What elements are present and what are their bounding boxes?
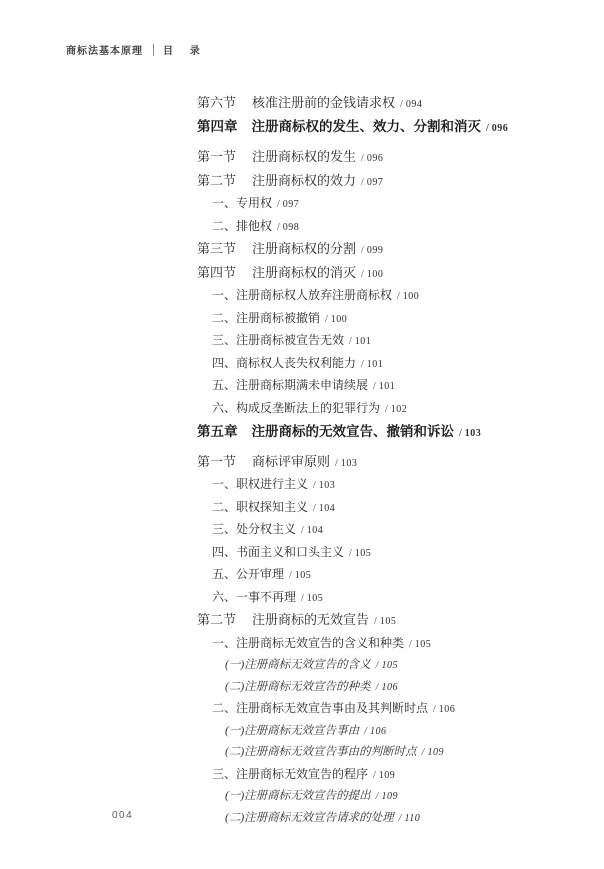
entry-page-number: 097 (282, 199, 300, 210)
toc-entry-section (197, 95, 577, 112)
toc-entry-item (212, 401, 577, 417)
entry-page-separator: / (325, 313, 328, 325)
toc-entry-item (212, 567, 577, 583)
header-section-title: 目 录 (163, 46, 207, 57)
toc-entry-section (197, 265, 577, 282)
entry-page-number: 104 (306, 525, 324, 536)
entry-page-number: 096 (491, 123, 509, 134)
entry-page-number: 105 (294, 570, 312, 581)
toc-entry-section (197, 612, 577, 629)
toc-entry-subitem (225, 680, 577, 695)
entry-page-separator: / (301, 525, 304, 536)
entry-page-separator: / (313, 480, 316, 491)
entry-page-separator: / (375, 681, 379, 693)
entry-page-number: 105 (381, 660, 398, 671)
toc-entry-section (197, 241, 577, 258)
toc-entry-item (212, 701, 577, 717)
entry-page-separator: / (277, 199, 280, 210)
entry-page-separator: / (301, 592, 304, 604)
entry-page-separator: / (313, 502, 316, 514)
toc-entry-item (212, 378, 577, 394)
entry-page-number: 103 (464, 427, 482, 439)
entry-title: 六、构成反垄断法上的犯罪行为 (212, 400, 381, 415)
entry-page-number: 100 (366, 268, 384, 280)
entry-title: (二)注册商标无效宣告的种类 (225, 680, 371, 693)
entry-page-separator: / (459, 427, 462, 439)
entry-page-number: 105 (414, 638, 432, 650)
entry-title: 一、专用权 (212, 196, 273, 210)
entry-page-separator: / (361, 268, 364, 280)
toc-entry-item (212, 333, 577, 349)
entry-title: 三、处分权主义 (212, 522, 297, 536)
entry-title: 注册商标权的发生、效力、分割和消灭 (251, 119, 481, 134)
running-header (66, 42, 207, 57)
entry-page-number: 101 (378, 381, 396, 392)
toc-entry-item (212, 545, 577, 561)
toc-entry-item (212, 500, 577, 516)
entry-page-number: 103 (340, 457, 358, 469)
entry-label: 第五章 (197, 423, 238, 439)
toc-entry-chapter (197, 424, 577, 441)
entry-title: 注册商标权的发生 (252, 149, 357, 164)
entry-label: 第一节 (197, 149, 237, 164)
entry-page-separator: / (364, 725, 367, 737)
entry-title: 三、注册商标被宣告无效 (212, 333, 345, 347)
entry-page-number: 101 (366, 358, 384, 370)
entry-page-separator: / (400, 99, 403, 110)
entry-title: 五、注册商标期满未申请续展 (212, 378, 369, 392)
toc-entry-item (212, 288, 577, 304)
entry-page-number: 101 (354, 336, 372, 347)
entry-label: 第六节 (197, 95, 237, 110)
entry-page-separator: / (361, 176, 364, 188)
entry-title: 四、商标权人丧失权利能力 (212, 355, 357, 370)
entry-title: 商标评审原则 (252, 453, 331, 469)
toc-entry-section (197, 173, 577, 190)
entry-title: 注册商标权的消灭 (252, 264, 357, 280)
entry-title: 注册商标权的效力 (252, 172, 357, 188)
entry-page-separator: / (409, 638, 412, 650)
entry-label: 第一节 (197, 453, 237, 469)
entry-page-number: 105 (306, 592, 324, 604)
toc-entry-item (212, 356, 577, 372)
toc-entry-item (212, 522, 577, 538)
entry-page-separator: / (486, 123, 489, 134)
entry-title: 注册商标权的分割 (252, 241, 357, 256)
entry-page-separator: / (398, 812, 402, 824)
entry-title: 一、职权进行主义 (212, 477, 309, 491)
entry-page-separator: / (289, 570, 292, 581)
entry-page-number: 099 (366, 245, 384, 256)
toc-entry-item (212, 636, 577, 652)
toc-entry-subitem (225, 658, 577, 673)
entry-label: 第二节 (197, 172, 237, 188)
toc-entry-subitem (225, 745, 577, 760)
entry-page-separator: / (277, 221, 280, 233)
entry-page-number: 109 (378, 769, 396, 781)
entry-page-separator: / (421, 747, 425, 758)
entry-title: 二、职权探知主义 (212, 499, 309, 514)
toc-entry-item (212, 219, 577, 235)
entry-page-number: 106 (438, 704, 456, 715)
entry-page-separator: / (335, 457, 338, 469)
entry-page-number: 096 (366, 153, 384, 164)
entry-page-number: 105 (354, 547, 372, 559)
toc-entry-item (212, 767, 577, 783)
entry-page-number: 109 (381, 791, 398, 802)
toc-entry-subitem (225, 811, 577, 826)
entry-title: (一)注册商标无效宣告的提出 (225, 790, 371, 802)
entry-page-separator: / (349, 547, 352, 559)
entry-label: 第四章 (197, 119, 238, 134)
entry-page-separator: / (361, 153, 364, 164)
entry-page-number: 103 (318, 480, 336, 491)
entry-page-number: 100 (402, 291, 420, 302)
entry-page-number: 106 (381, 681, 398, 693)
entry-title: 四、书面主义和口头主义 (212, 544, 345, 559)
toc-entry-item (212, 196, 577, 212)
entry-title: (一)注册商标无效宣告事由 (225, 724, 360, 737)
entry-title: 注册商标的无效宣告、撤销和诉讼 (251, 423, 454, 439)
entry-title: (一)注册商标无效宣告的含义 (225, 659, 371, 671)
toc-entry-item (212, 477, 577, 493)
entry-page-separator: / (361, 245, 364, 256)
entry-title: 核准注册前的金钱请求权 (252, 95, 396, 110)
entry-title: 注册商标的无效宣告 (252, 612, 370, 627)
toc-entry-subitem (225, 789, 577, 804)
page-footer (112, 810, 133, 821)
toc-entry-section (197, 454, 577, 471)
entry-title: 一、注册商标无效宣告的含义和种类 (212, 635, 405, 650)
toc-entry-item (212, 590, 577, 606)
entry-title: 六、一事不再理 (212, 589, 297, 604)
entry-page-separator: / (349, 336, 352, 347)
entry-page-separator: / (373, 769, 376, 781)
entry-page-number: 094 (405, 99, 423, 110)
entry-page-number: 102 (390, 403, 408, 415)
entry-label: 第二节 (197, 612, 237, 627)
entry-title: (二)注册商标无效宣告请求的处理 (225, 811, 394, 824)
entry-page-number: 106 (369, 725, 387, 737)
entry-title: 二、排他权 (212, 218, 273, 233)
entry-page-number: 097 (366, 176, 384, 188)
entry-label: 第四节 (197, 264, 237, 280)
entry-title: 五、公开审理 (212, 567, 285, 581)
entry-title: 三、注册商标无效宣告的程序 (212, 766, 369, 781)
entry-title: (二)注册商标无效宣告事由的判断时点 (225, 746, 417, 758)
entry-page-number: 098 (282, 221, 300, 233)
entry-page-number: 110 (404, 812, 421, 824)
entry-page-number: 100 (330, 313, 348, 325)
entry-page-separator: / (433, 704, 436, 715)
entry-page-number: 105 (379, 616, 397, 627)
table-of-contents (197, 95, 577, 832)
toc-entry-chapter (197, 119, 577, 136)
page-number: 004 (112, 810, 134, 821)
toc-entry-item (212, 311, 577, 327)
entry-label: 第三节 (197, 241, 237, 256)
entry-title: 二、注册商标无效宣告事由及其判断时点 (212, 701, 429, 715)
entry-page-separator: / (373, 381, 376, 392)
entry-page-separator: / (374, 616, 377, 627)
entry-page-separator: / (385, 403, 388, 415)
entry-page-number: 104 (318, 502, 336, 514)
entry-page-number: 109 (427, 747, 444, 758)
header-divider (153, 44, 154, 56)
toc-entry-section (197, 149, 577, 166)
entry-page-separator: / (397, 291, 400, 302)
toc-entry-subitem (225, 724, 577, 739)
entry-page-separator: / (375, 791, 379, 802)
book-title: 商标法基本原理 (66, 46, 143, 57)
entry-page-separator: / (375, 660, 379, 671)
entry-page-separator: / (361, 358, 364, 370)
entry-title: 二、注册商标被撤销 (212, 310, 321, 325)
entry-title: 一、注册商标权人放弃注册商标权 (212, 288, 393, 302)
